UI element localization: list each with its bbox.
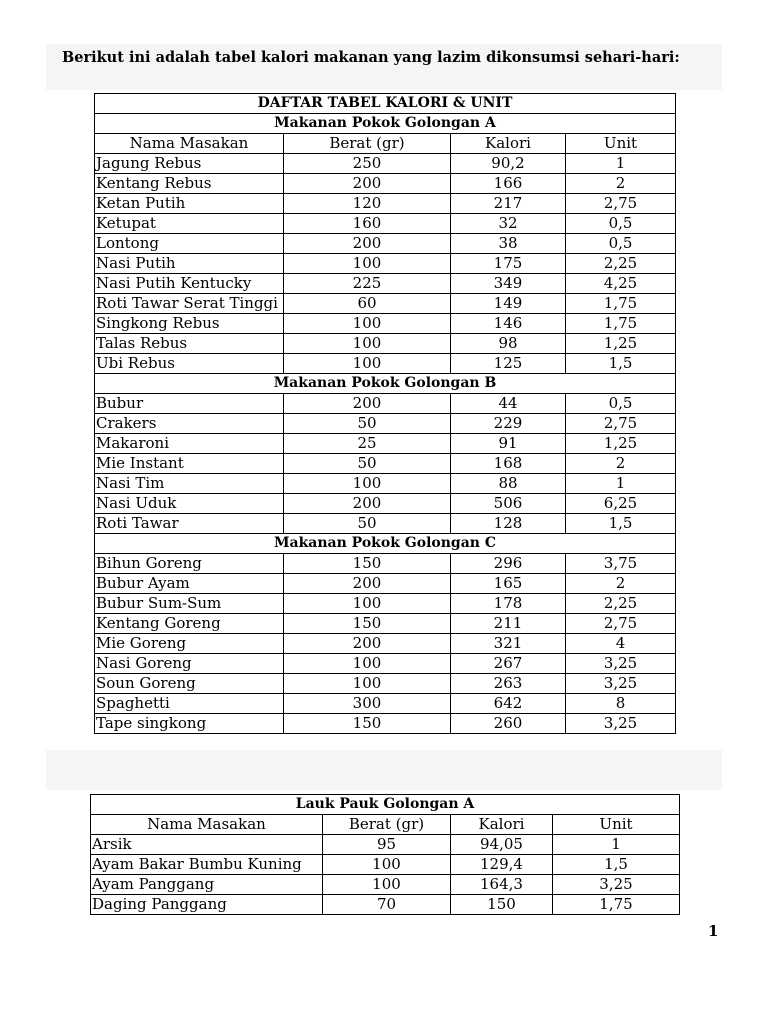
unit-cell: 1,75 — [553, 895, 680, 915]
name-cell: Bubur Ayam — [95, 574, 284, 594]
column-header: Nama Masakan — [95, 134, 284, 154]
weight-cell: 300 — [284, 694, 451, 714]
unit-cell: 0,5 — [566, 214, 676, 234]
name-cell: Nasi Putih — [95, 254, 284, 274]
page-number: 1 — [708, 922, 719, 940]
group-header-row — [95, 374, 676, 394]
name-cell: Bubur — [95, 394, 284, 414]
group-header-row — [95, 534, 676, 554]
table-row — [95, 394, 676, 414]
table-row — [95, 654, 676, 674]
name-cell: Nasi Goreng — [95, 654, 284, 674]
unit-cell: 2,25 — [566, 254, 676, 274]
calorie-cell: 349 — [451, 274, 566, 294]
calorie-cell: 168 — [451, 454, 566, 474]
calorie-cell: 321 — [451, 634, 566, 654]
unit-cell: 6,25 — [566, 494, 676, 514]
table-row — [95, 174, 676, 194]
weight-cell: 100 — [284, 594, 451, 614]
unit-cell: 2 — [566, 574, 676, 594]
calorie-cell: 506 — [451, 494, 566, 514]
weight-cell: 250 — [284, 154, 451, 174]
table-row — [95, 574, 676, 594]
table-row — [95, 294, 676, 314]
weight-cell: 150 — [284, 714, 451, 734]
table-row — [91, 855, 680, 875]
calorie-cell: 165 — [451, 574, 566, 594]
name-cell: Tape singkong — [95, 714, 284, 734]
name-cell: Bubur Sum-Sum — [95, 594, 284, 614]
table-row — [95, 594, 676, 614]
calorie-cell: 217 — [451, 194, 566, 214]
weight-cell: 60 — [284, 294, 451, 314]
calorie-cell: 94,05 — [451, 835, 553, 855]
table-row — [95, 674, 676, 694]
unit-cell: 1 — [566, 474, 676, 494]
calorie-cell: 88 — [451, 474, 566, 494]
unit-cell: 1,25 — [566, 334, 676, 354]
table-row — [95, 454, 676, 474]
name-cell: Ubi Rebus — [95, 354, 284, 374]
weight-cell: 200 — [284, 234, 451, 254]
unit-cell: 4,25 — [566, 274, 676, 294]
name-cell: Roti Tawar Serat Tinggi — [95, 294, 284, 314]
table-row — [95, 714, 676, 734]
unit-cell: 1,5 — [553, 855, 680, 875]
calorie-cell: 149 — [451, 294, 566, 314]
name-cell: Crakers — [95, 414, 284, 434]
weight-cell: 70 — [323, 895, 451, 915]
column-header: Unit — [566, 134, 676, 154]
group-title: Makanan Pokok Golongan B — [95, 374, 676, 394]
calorie-cell: 150 — [451, 895, 553, 915]
unit-cell: 2,75 — [566, 194, 676, 214]
weight-cell: 25 — [284, 434, 451, 454]
unit-cell: 3,75 — [566, 554, 676, 574]
table-row — [95, 254, 676, 274]
unit-cell: 2 — [566, 174, 676, 194]
table-row — [95, 194, 676, 214]
column-header: Unit — [553, 815, 680, 835]
weight-cell: 200 — [284, 394, 451, 414]
group-header-row — [95, 114, 676, 134]
weight-cell: 100 — [284, 654, 451, 674]
table-row — [95, 274, 676, 294]
name-cell: Soun Goreng — [95, 674, 284, 694]
weight-cell: 200 — [284, 174, 451, 194]
weight-cell: 100 — [284, 334, 451, 354]
unit-cell: 1,75 — [566, 294, 676, 314]
column-header: Berat (gr) — [284, 134, 451, 154]
unit-cell: 3,25 — [553, 875, 680, 895]
weight-cell: 200 — [284, 494, 451, 514]
calorie-cell: 91 — [451, 434, 566, 454]
group-title: Makanan Pokok Golongan A — [95, 114, 676, 134]
weight-cell: 100 — [284, 674, 451, 694]
calorie-cell: 229 — [451, 414, 566, 434]
calorie-cell: 263 — [451, 674, 566, 694]
table-row — [95, 154, 676, 174]
table-row — [91, 895, 680, 915]
table-row — [95, 614, 676, 634]
table-row — [95, 314, 676, 334]
calorie-cell: 146 — [451, 314, 566, 334]
name-cell: Kentang Rebus — [95, 174, 284, 194]
unit-cell: 3,25 — [566, 674, 676, 694]
table-row — [95, 434, 676, 454]
shaded-band — [46, 750, 722, 790]
name-cell: Daging Panggang — [91, 895, 323, 915]
name-cell: Nasi Putih Kentucky — [95, 274, 284, 294]
calorie-cell: 90,2 — [451, 154, 566, 174]
unit-cell: 4 — [566, 634, 676, 654]
weight-cell: 225 — [284, 274, 451, 294]
table-row — [95, 554, 676, 574]
table-row — [95, 214, 676, 234]
name-cell: Talas Rebus — [95, 334, 284, 354]
calorie-cell: 129,4 — [451, 855, 553, 875]
table-row — [95, 474, 676, 494]
name-cell: Roti Tawar — [95, 514, 284, 534]
unit-cell: 2,75 — [566, 614, 676, 634]
weight-cell: 100 — [284, 314, 451, 334]
table-title-row — [91, 795, 680, 815]
unit-cell: 1 — [566, 154, 676, 174]
unit-cell: 2 — [566, 454, 676, 474]
column-header-row — [91, 815, 680, 835]
calorie-cell: 32 — [451, 214, 566, 234]
name-cell: Bihun Goreng — [95, 554, 284, 574]
calorie-table — [94, 93, 676, 734]
calorie-cell: 178 — [451, 594, 566, 614]
column-header: Kalori — [451, 815, 553, 835]
column-header: Berat (gr) — [323, 815, 451, 835]
side-dish-table — [90, 794, 680, 915]
weight-cell: 50 — [284, 514, 451, 534]
calorie-cell: 38 — [451, 234, 566, 254]
table-title: Lauk Pauk Golongan A — [91, 795, 680, 815]
calorie-cell: 166 — [451, 174, 566, 194]
calorie-cell: 296 — [451, 554, 566, 574]
unit-cell: 3,25 — [566, 654, 676, 674]
name-cell: Singkong Rebus — [95, 314, 284, 334]
weight-cell: 120 — [284, 194, 451, 214]
unit-cell: 8 — [566, 694, 676, 714]
weight-cell: 50 — [284, 414, 451, 434]
unit-cell: 2,25 — [566, 594, 676, 614]
unit-cell: 1 — [553, 835, 680, 855]
name-cell: Spaghetti — [95, 694, 284, 714]
name-cell: Makaroni — [95, 434, 284, 454]
unit-cell: 1,5 — [566, 514, 676, 534]
weight-cell: 100 — [284, 474, 451, 494]
table-row — [91, 875, 680, 895]
table-row — [95, 234, 676, 254]
weight-cell: 200 — [284, 634, 451, 654]
name-cell: Kentang Goreng — [95, 614, 284, 634]
calorie-cell: 164,3 — [451, 875, 553, 895]
weight-cell: 50 — [284, 454, 451, 474]
name-cell: Ketan Putih — [95, 194, 284, 214]
group-title: Makanan Pokok Golongan C — [95, 534, 676, 554]
name-cell: Nasi Uduk — [95, 494, 284, 514]
table-row — [95, 414, 676, 434]
weight-cell: 160 — [284, 214, 451, 234]
name-cell: Lontong — [95, 234, 284, 254]
name-cell: Ayam Bakar Bumbu Kuning — [91, 855, 323, 875]
table-row — [91, 835, 680, 855]
calorie-cell: 267 — [451, 654, 566, 674]
calorie-cell: 260 — [451, 714, 566, 734]
calorie-cell: 128 — [451, 514, 566, 534]
unit-cell: 1,5 — [566, 354, 676, 374]
weight-cell: 100 — [323, 875, 451, 895]
name-cell: Jagung Rebus — [95, 154, 284, 174]
table-row — [95, 694, 676, 714]
name-cell: Mie Instant — [95, 454, 284, 474]
weight-cell: 150 — [284, 614, 451, 634]
name-cell: Ayam Panggang — [91, 875, 323, 895]
unit-cell: 3,25 — [566, 714, 676, 734]
calorie-cell: 642 — [451, 694, 566, 714]
weight-cell: 100 — [323, 855, 451, 875]
calorie-cell: 175 — [451, 254, 566, 274]
weight-cell: 100 — [284, 354, 451, 374]
weight-cell: 200 — [284, 574, 451, 594]
table-row — [95, 634, 676, 654]
weight-cell: 95 — [323, 835, 451, 855]
table-row — [95, 494, 676, 514]
calorie-cell: 44 — [451, 394, 566, 414]
weight-cell: 150 — [284, 554, 451, 574]
intro-text: Berikut ini adalah tabel kalori makanan yang lazim dikonsumsi sehari-hari: — [46, 44, 722, 90]
column-header-row — [95, 134, 676, 154]
unit-cell: 2,75 — [566, 414, 676, 434]
column-header: Nama Masakan — [91, 815, 323, 835]
name-cell: Arsik — [91, 835, 323, 855]
table-row — [95, 334, 676, 354]
unit-cell: 0,5 — [566, 234, 676, 254]
calorie-cell: 125 — [451, 354, 566, 374]
name-cell: Nasi Tim — [95, 474, 284, 494]
calorie-cell: 98 — [451, 334, 566, 354]
column-header: Kalori — [451, 134, 566, 154]
table-title: DAFTAR TABEL KALORI & UNIT — [95, 94, 676, 114]
unit-cell: 0,5 — [566, 394, 676, 414]
weight-cell: 100 — [284, 254, 451, 274]
table-row — [95, 514, 676, 534]
unit-cell: 1,75 — [566, 314, 676, 334]
unit-cell: 1,25 — [566, 434, 676, 454]
calorie-cell: 211 — [451, 614, 566, 634]
name-cell: Mie Goreng — [95, 634, 284, 654]
table-title-row — [95, 94, 676, 114]
name-cell: Ketupat — [95, 214, 284, 234]
table-row — [95, 354, 676, 374]
